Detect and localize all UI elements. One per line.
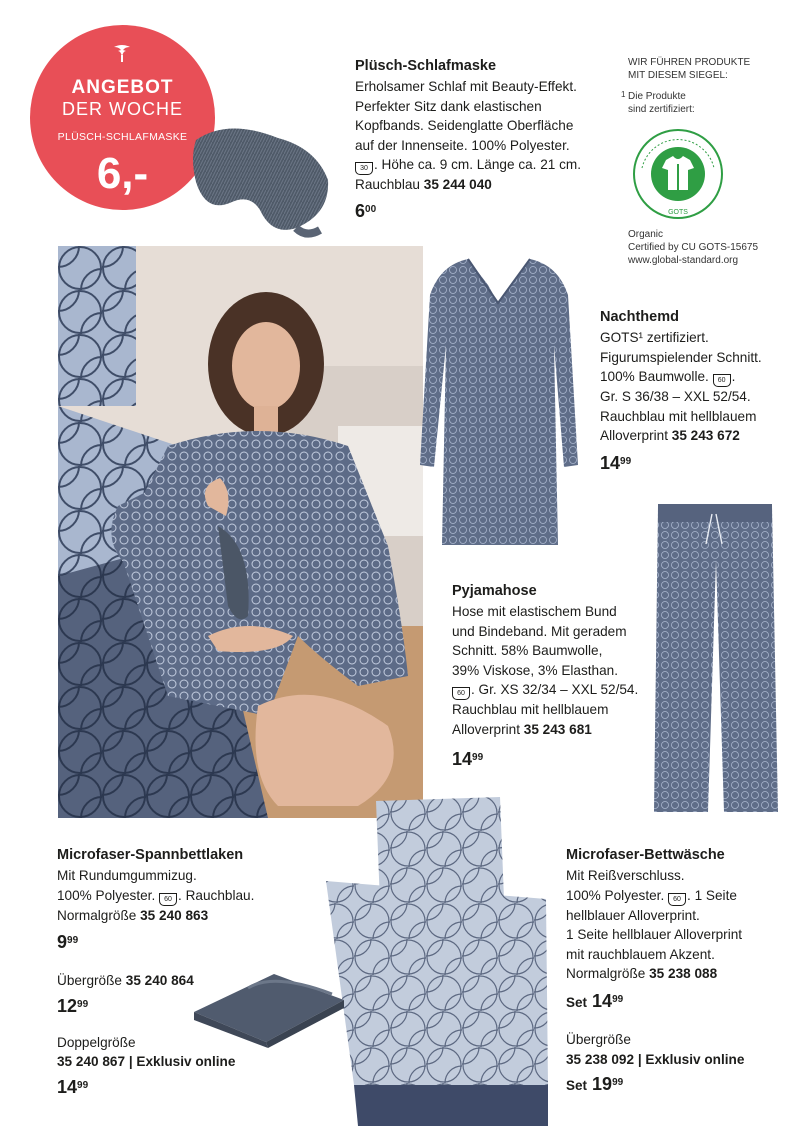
size-label: Normalgröße bbox=[57, 907, 137, 923]
wash-30-icon: 30 bbox=[355, 162, 373, 175]
gots-footer-1: Organic bbox=[628, 229, 664, 240]
color-text: . Rauchblau. bbox=[178, 887, 255, 903]
price bbox=[452, 748, 652, 770]
oversize-line bbox=[566, 1050, 790, 1070]
price-cents: 00 bbox=[365, 203, 377, 215]
price bbox=[355, 200, 605, 222]
price-cents: 99 bbox=[612, 1077, 624, 1089]
print-line bbox=[600, 426, 790, 446]
sleep-mask-image bbox=[188, 118, 338, 240]
price-cents: 99 bbox=[620, 455, 632, 467]
pyjama-pants-image bbox=[650, 500, 780, 820]
price-cents: 99 bbox=[472, 751, 484, 763]
price-main: 6 bbox=[355, 200, 366, 221]
gots-footer-3: www.global-standard.org bbox=[628, 255, 739, 266]
price-cents: 99 bbox=[77, 1079, 89, 1091]
gots-note bbox=[621, 90, 788, 116]
footnote-mark: 1 bbox=[621, 90, 626, 99]
gots-footer-2: Certified by CU GOTS-15675 bbox=[628, 242, 759, 253]
size-line: Gr. S 36/38 – XXL 52/54. bbox=[600, 389, 751, 405]
gots-seal-label: GOTS bbox=[668, 209, 688, 216]
article-number: 35 243 681 bbox=[523, 721, 592, 737]
article-number: 35 240 864 bbox=[125, 973, 194, 989]
description-line: 1 Seite hellblauer Alloverprint bbox=[566, 927, 743, 943]
price-main: 14 bbox=[592, 990, 613, 1011]
size-text: . Gr. XS 32/34 – XXL 52/54. bbox=[471, 682, 639, 698]
oversize-label: Übergröße bbox=[566, 1031, 631, 1047]
price-main: 12 bbox=[57, 995, 78, 1016]
article-number: 35 244 040 bbox=[423, 177, 492, 193]
price-main: 14 bbox=[600, 452, 621, 473]
product-title: Nachthemd bbox=[600, 309, 679, 325]
price-main: 14 bbox=[452, 748, 473, 769]
material-text: 100% Baumwolle. bbox=[600, 369, 709, 385]
price-main: 9 bbox=[57, 932, 68, 953]
set-label: Set bbox=[566, 994, 588, 1010]
bedding-image bbox=[318, 795, 550, 1126]
wash-symbol-icon: 60 bbox=[668, 893, 686, 906]
description-line: Mit Rundumgummizug. bbox=[57, 868, 197, 883]
description-line: Kopfbands. Seidenglatte Oberfläche bbox=[355, 118, 574, 134]
article-number: 35 240 863 bbox=[140, 907, 209, 923]
set-label: Set bbox=[566, 1078, 588, 1094]
article-number: 35 240 867 bbox=[57, 1054, 126, 1070]
badge-line-1: ANGEBOT bbox=[71, 77, 174, 98]
color-line: Rauchblau mit hellblauem bbox=[600, 408, 757, 424]
gots-footer bbox=[628, 228, 788, 267]
gots-seal-icon bbox=[628, 128, 732, 220]
gots-heading-2: MIT DIESEM SIEGEL: bbox=[628, 70, 728, 81]
price-main: 19 bbox=[592, 1074, 613, 1095]
wash-symbol-icon: 60 bbox=[159, 893, 177, 906]
model-photo bbox=[58, 246, 423, 818]
online-exclusive-label: | Exklusiv online bbox=[637, 1051, 745, 1067]
size-line bbox=[355, 155, 605, 175]
description-line: 39% Viskose, 3% Elasthan. bbox=[452, 662, 618, 678]
brand-logo-icon bbox=[110, 41, 134, 65]
product-title: Microfaser-Bettwäsche bbox=[566, 847, 725, 863]
online-exclusive-label: | Exklusiv online bbox=[128, 1054, 236, 1070]
size-line bbox=[57, 906, 317, 926]
article-number: 35 238 092 bbox=[566, 1051, 635, 1067]
description-line: 100% Baumwolle. 60 . bbox=[600, 367, 790, 387]
price bbox=[57, 931, 317, 953]
description-line: Figurumspielender Schnitt. bbox=[600, 349, 762, 365]
print-line bbox=[452, 720, 652, 740]
gots-info bbox=[621, 56, 788, 116]
description-line: und Bindeband. Mit geradem bbox=[452, 623, 627, 639]
article-number: 35 238 088 bbox=[649, 966, 718, 982]
description-line: Mit Reißverschluss. bbox=[566, 868, 685, 883]
nightgown-image bbox=[418, 255, 580, 550]
double-size-label: Doppelgröße bbox=[57, 1034, 136, 1050]
price bbox=[566, 990, 790, 1014]
description-line: mit rauchblauem Akzent. bbox=[566, 946, 715, 962]
wash-symbol-icon: 60 bbox=[713, 374, 731, 387]
product-title: Pyjamahose bbox=[452, 583, 537, 599]
badge-price: 6,- bbox=[96, 149, 149, 198]
wash-symbol-icon: 60 bbox=[452, 687, 470, 700]
mask-product bbox=[355, 55, 605, 222]
gots-heading-1: WIR FÜHREN PRODUKTE bbox=[628, 57, 751, 68]
badge-line-3: PLÜSCH-SCHLAFMASKE bbox=[57, 131, 188, 143]
product-title: Microfaser-Spannbettlaken bbox=[57, 847, 244, 863]
description-line: Erholsamer Schlaf mit Beauty-Effekt. bbox=[355, 79, 577, 94]
material-text: 100% Polyester. bbox=[566, 887, 665, 903]
price-main: 14 bbox=[57, 1076, 78, 1097]
badge-line-2: DER WOCHE bbox=[62, 99, 183, 119]
size-label: Übergröße bbox=[57, 973, 122, 989]
description-line: Perfekter Sitz dank elastischen bbox=[355, 98, 542, 114]
description-line bbox=[566, 886, 790, 906]
price bbox=[600, 452, 790, 474]
color-line bbox=[355, 175, 605, 195]
print-text: Alloverprint bbox=[452, 721, 520, 737]
description-line: Schnitt. 58% Baumwolle, bbox=[452, 643, 603, 659]
article-number: 35 243 672 bbox=[671, 428, 740, 444]
size-label: Normalgröße bbox=[566, 966, 646, 982]
color-line: Rauchblau mit hellblauem bbox=[452, 702, 609, 718]
gots-note-2: sind zertifiziert: bbox=[628, 104, 695, 115]
material-text: 100% Polyester. bbox=[57, 887, 156, 903]
bedding-product bbox=[566, 844, 790, 1097]
sheet-product bbox=[57, 844, 317, 1098]
pants-product bbox=[452, 580, 652, 770]
description-line bbox=[57, 886, 317, 906]
description-line: GOTS¹ zertifiziert. bbox=[600, 330, 709, 345]
price bbox=[57, 995, 317, 1017]
price-cents: 99 bbox=[77, 998, 89, 1010]
price bbox=[57, 1076, 317, 1098]
product-title: Plüsch-Schlafmaske bbox=[355, 58, 497, 74]
nightgown-product bbox=[600, 306, 790, 474]
size-line bbox=[452, 680, 652, 700]
size-line bbox=[566, 964, 790, 984]
oversize-line bbox=[57, 971, 317, 991]
description-line: hellblauer Alloverprint. bbox=[566, 907, 700, 923]
print-text: Alloverprint bbox=[600, 428, 668, 444]
price-cents: 99 bbox=[612, 993, 624, 1005]
price bbox=[566, 1073, 790, 1097]
description-line: Hose mit elastischem Bund bbox=[452, 604, 617, 619]
size-text: . Höhe ca. 9 cm. Länge ca. 21 cm. bbox=[374, 157, 582, 173]
description-line: auf der Innenseite. 100% Polyester. bbox=[355, 137, 570, 153]
double-size-line bbox=[57, 1052, 317, 1072]
price-cents: 99 bbox=[67, 935, 79, 947]
color-text: Rauchblau bbox=[355, 177, 420, 193]
description-text: . 1 Seite bbox=[687, 887, 737, 903]
gots-note-1: Die Produkte bbox=[628, 91, 686, 102]
